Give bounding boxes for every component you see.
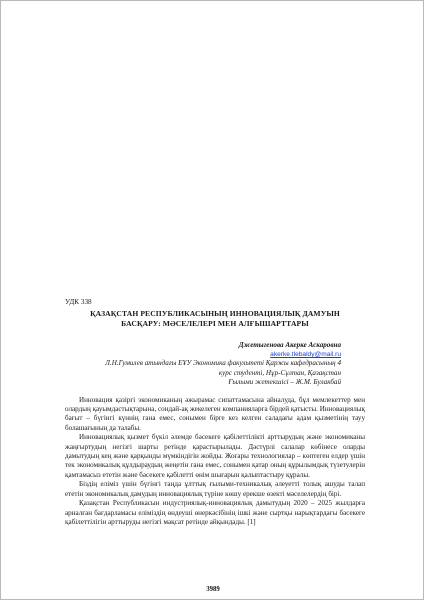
affiliation-line: Л.Н.Гумилев атындағы ЕҰУ Экономика факультеті Қаржы кафедрасының 4 <box>105 359 341 368</box>
spacer <box>65 388 365 396</box>
affiliation-line: курс студенті, Нұр-Сұлтан, Қазақстан <box>218 368 341 377</box>
author-email-link[interactable]: akerke.tlebaldy@mail.ru <box>270 351 341 358</box>
article-body <box>65 298 365 527</box>
supervisor-line: Ғылыми жетекшісі – Ж.М. Булакбай <box>228 378 341 387</box>
body-paragraph: Біздің еліміз үшін бүгінгі таңда ұлттық ғылыми-техникалық әлеуетті толық ашуды талап ететін экономикалық дамудың инновациялық түріне көшу ерекше өзекті мәселелердің бірі. <box>65 480 365 498</box>
article-title <box>65 309 365 328</box>
author-name: Джетыгенова Акерке Аскаровна <box>238 340 341 349</box>
body-paragraph: Қазақстан Республикасын индустриялық-инновациялық дамытудың 2020 – 2025 жылдарға арналған бағдарламасы еліміздің өндеуші өнеркәсібінің ішкі және сыртқы нарықтардағы бәсекеге қабілеттілігін арттыруды негізгі мақсат ретінде айқындады. [1] <box>65 499 365 526</box>
body-paragraph: Инновация қазіргі экономиканың әжырамас сипаттамасына айналуда, бұл мемлекеттер мен олардың қауымдастықтарына, сондай-ақ жекелеген компанияларға бірдей қатысты. Инновациялық бағыт – бүгінгі күннің гана емес, сонымен бірге кез келген саладағы адам қызметінің тауу болашағының да талабы. <box>65 395 365 432</box>
title-line-2: БАСҚАРУ: МӘСЕЛЕЛЕРІ МЕН АЛҒЫШАРТТАРЫ <box>121 319 309 328</box>
page-number: 3989 <box>206 586 220 593</box>
title-line-1: ҚАЗАҚСТАН РЕСПУБЛИКАСЫНЫҢ ИННОВАЦИЯЛЫҚ ДАМУЫН <box>90 309 340 319</box>
body-paragraph: Инновациялық қызмет бүкіл әлемде бәсекеге қабілеттілікті арттырудың және экономиканы жаңғыртудың негізгі шарты ретінде қарастырылады. Дәстүрлі салалар көбінесе оларды дамытудың кең және қарқынды мүмкіндігін жойды. Жоғары технологиялар – көптеген елдер үшін тек экономикалық құлдыраудың жеңетін гана емес, сонымен қатар оның құрылымдық түзетулерін қамтамасыз ететін және бәсекеге қабілетті өнім шығарын қалыптастыру құралы. <box>65 433 365 479</box>
udc-code: УДК 338 <box>65 298 92 306</box>
